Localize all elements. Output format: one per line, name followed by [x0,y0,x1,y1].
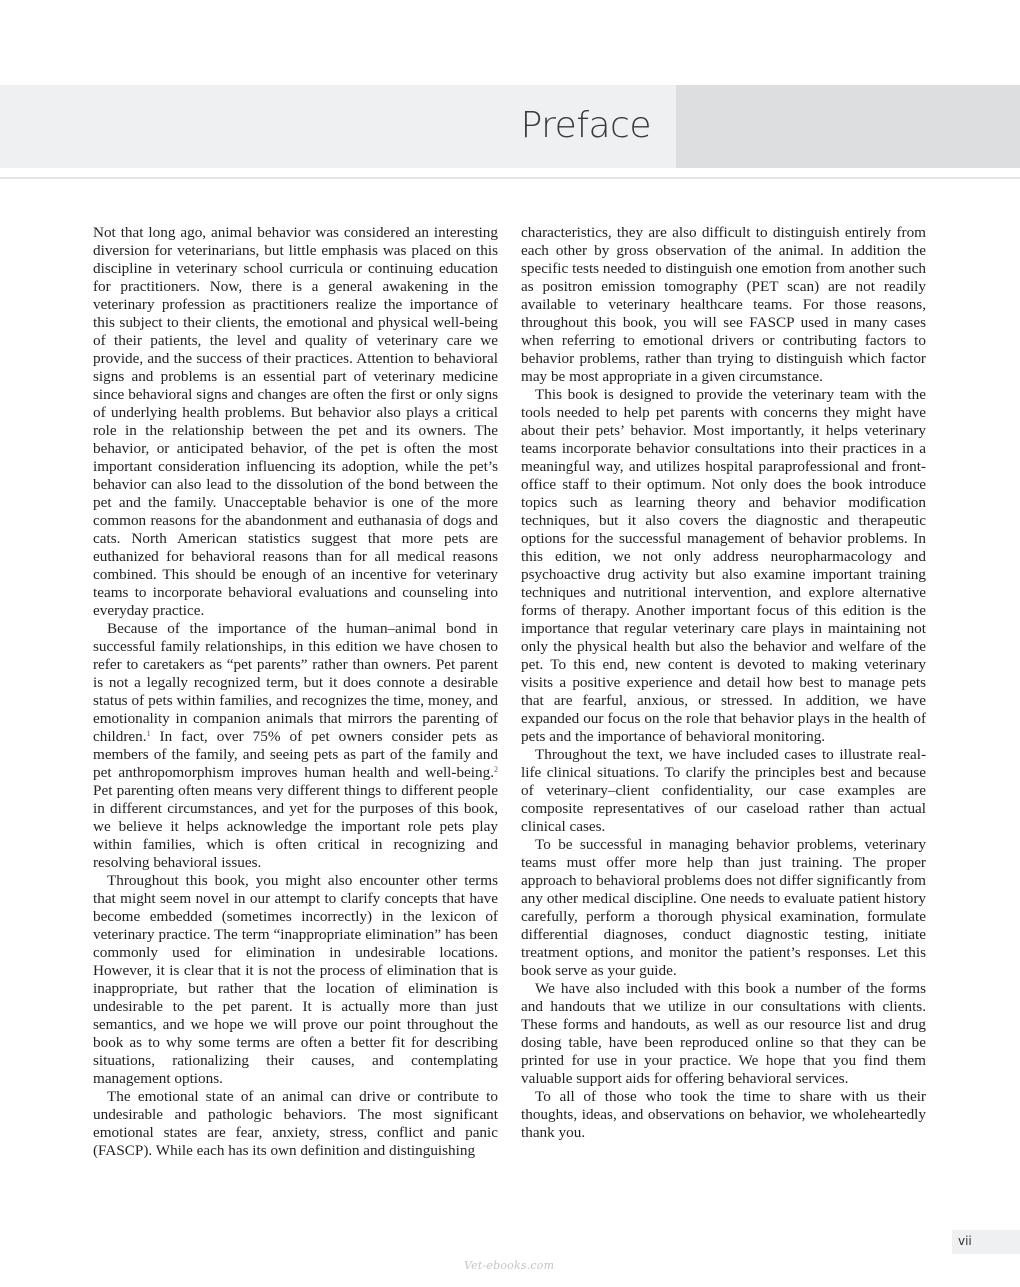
paragraph: This book is designed to provide the veterinary team with the tools needed to help pet parents with concerns they might have about their pets’ behavior. Most importantly, it helps veterinary teams incorporate behavior consultations into their practices in a meaningful way, and utilizes hospital paraprofessional and front-office staff to their optimum. Not only does the book introduce topics such as learning theory and behavior modification techniques, but it also covers the diagnostic and therapeutic options for the successful management of behavior problems. In this edition, we not only address neuropharmacology and psychoactive drug activity but also examine important training techniques and nutritional intervention, and explore alternative forms of therapy. Another important focus of this edition is the importance that regular veterinary care plays in maintaining not only the physical health but also the behavior and welfare of the pet. To this end, new content is devoted to making veterinary visits a positive experience and detail how best to manage pets that are fearful, anxious, or stressed. In addition, we have expanded our focus on the role that behavior plays in the health of pets and the importance of behavioral monitoring. [521,386,926,745]
paragraph: To all of those who took the time to share with us their thoughts, ideas, and observations on behavior, we wholeheartedly thank you. [521,1088,926,1141]
header-divider [0,177,1020,179]
paragraph [93,620,498,872]
watermark: Vet-ebooks.com [464,1259,555,1272]
paragraph: The emotional state of an animal can drive or contribute to undesirable and pathologic behaviors. The most significant emotional states are fear, anxiety, stress, conflict and panic (FASCP). While each has its own definition and distinguishing [93,1088,498,1159]
paragraph-text: Pet parenting often means very different things to different people in different circumstances, and yet for the purposes of this book, we believe it helps acknowledge the important role pets play within families, which is often critical in recognizing and resolving behavioral issues. [93,782,498,871]
paragraph: Throughout the text, we have included cases to illustrate real-life clinical situations. To clarify the principles best and because of veterinary–client confidentiality, our case examples are composite representatives of our caseload rather than actual clinical cases. [521,746,926,835]
page-title: Preface [520,105,651,146]
page-number: vii [958,1234,972,1248]
paragraph: We have also included with this book a number of the forms and handouts that we utilize in our consultations with clients. These forms and handouts, as well as our resource list and drug dosing table, have been reproduced online so that they can be printed for use in your practice. We hope that you find them valuable support aids for offering behavioral services. [521,980,926,1087]
paragraph: Throughout this book, you might also encounter other terms that might seem novel in our attempt to clarify concepts that have become embedded (sometimes incorrectly) in the lexicon of veterinary practice. The term “inappropriate elimination” has been commonly used for elimination in undesirable locations. However, it is clear that it is not the process of elimination that is inappropriate, but rather that the location of elimination is undesirable to the pet parent. It is actually more than just semantics, and we hope we will prove our point throughout the book as to why some terms are often a better fit for describing situations, rationalizing their causes, and contemplating management options. [93,872,498,1087]
header-accent-box [676,85,1020,168]
paragraph-text: In fact, over 75% of pet owners consider pets as members of the family, and seeing pets as part of the family and pet anthropomorphism improves human health and well-being. [93,728,498,781]
paragraph: characteristics, they are also difficult to distinguish entirely from each other by gross observation of the animal. In addition the specific tests needed to distinguish one emotion from another such as positron emission tomography (PET scan) are not readily available to veterinary healthcare teams. For those reasons, throughout this book, you will see FASCP used in many cases when referring to emotional drivers or contributing factors to behavior problems, rather than trying to distinguish which factor may be most appropriate in a given circumstance. [521,224,926,385]
reference-marker[interactable]: 1 [146,729,151,738]
right-column [521,224,926,1142]
reference-marker[interactable]: 2 [494,765,498,774]
paragraph: To be successful in managing behavior problems, veterinary teams must offer more help than just training. The proper approach to behavioral problems does not differ significantly from any other medical discipline. One needs to evaluate patient history carefully, perform a thorough physical examination, formulate differential diagnoses, conduct diagnostic testing, initiate treatment options, and monitor the patient’s responses. Let this book serve as your guide. [521,836,926,979]
paragraph: Not that long ago, animal behavior was considered an interesting diversion for veterinarians, but little emphasis was placed on this discipline in veterinary school curricula or continuing education for practitioners. Now, there is a general awakening in the veterinary profession as practitioners realize the importance of this subject to their clients, the emotional and physical well-being of their patients, the level and quality of veterinary care we provide, and the success of their practices. Attention to behavioral signs and problems is an essential part of veterinary medicine since behavioral signs and changes are often the first or only signs of underlying health problems. But behavior also plays a critical role in the relationship between the pet and its owners. The behavior, or anticipated behavior, of the pet is often the most important consideration influencing its adoption, while the pet’s behavior can also lead to the dissolution of the bond between the pet and the family. Unacceptable behavior is one of the more common reasons for the abandonment and euthanasia of dogs and cats. North American statistics suggest that more pets are euthanized for behavioral reasons than for all medical reasons combined. This should be enough of an incentive for veterinary teams to incorporate behavioral evaluations and counseling into everyday practice. [93,224,498,619]
paragraph-text: Because of the importance of the human–animal bond in successful family relationships, in this edition we have chosen to refer to caretakers as “pet parents” rather than owners. Pet parent is not a legally recognized term, but it does connote a desirable status of pets within families, and recognizes the time, money, and emotionality in companion animals that mirrors the parenting of children. [93,620,498,745]
left-column [93,224,498,1160]
